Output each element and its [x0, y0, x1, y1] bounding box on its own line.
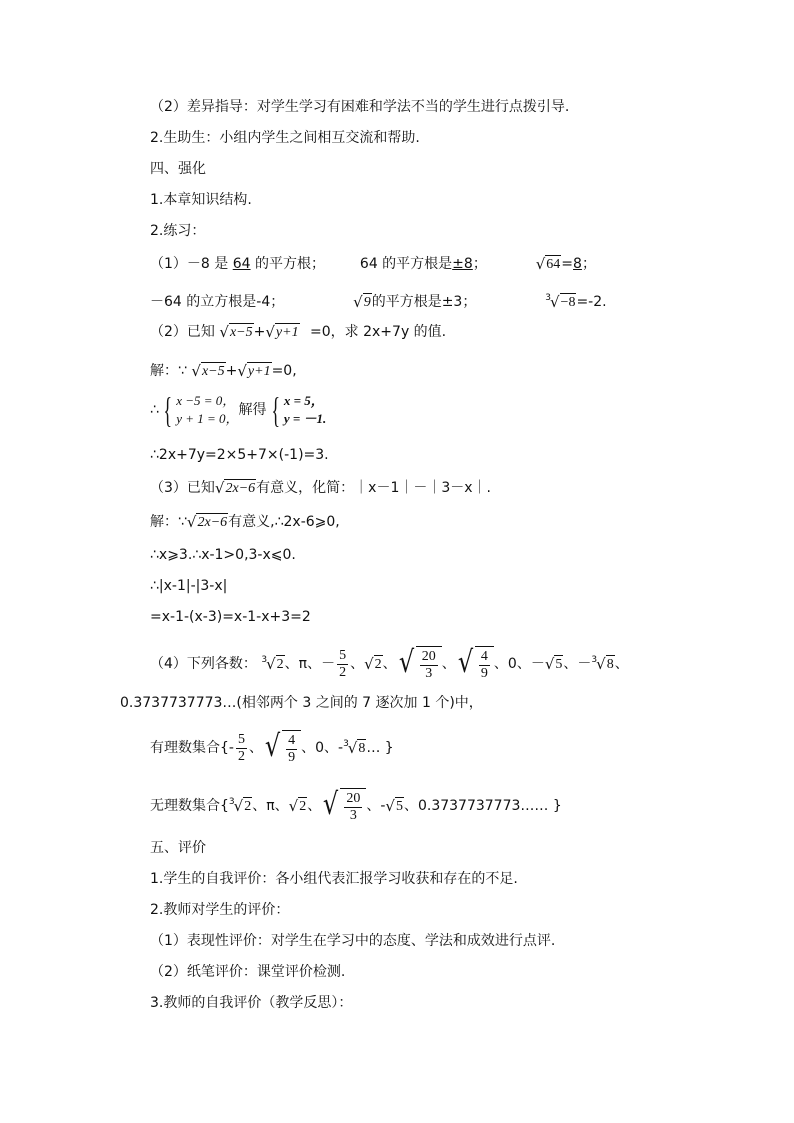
- question-2: （2）已知 √ x−5 + √ y+1 =0，求 2x+7y 的值.: [150, 323, 447, 341]
- sqrt-64: √ 64: [535, 255, 561, 273]
- sqrt-2x-minus-6-b: √ 2x−6: [186, 513, 228, 531]
- fraction-5-over-2-b: $\frac{5}{2}$: [237, 731, 245, 764]
- solution-3-line-3: ∴|x-1|-|3-x|: [150, 578, 228, 594]
- irrational-number-set: 无理数集合{$^3$ √ 2 、π、 √ 2 、 √ $\frac{20}{3}$ 、- √ 5 、0.3737737773…… }: [150, 787, 562, 823]
- paragraph-teacher-evaluation: 2.教师对学生的评价：: [150, 902, 290, 918]
- paragraph-peer-help: 2.生助生：小组内学生之间相互交流和帮助.: [150, 130, 420, 146]
- cbrt-2-b: √ 2: [233, 797, 252, 815]
- sqrt-20-over-3: √ $\frac{20}{3}$: [397, 646, 442, 682]
- sqrt-4-over-9-b: √ $\frac{4}{9}$: [263, 730, 301, 766]
- sqrt-x-minus-5: √ x−5: [219, 323, 253, 341]
- cbrt-neg8: √ −8: [549, 293, 576, 311]
- paragraph-practice-heading: 2.练习：: [150, 223, 206, 239]
- solution-2-line-1: 解：∵ √ x−5 + √ y+1 =0,: [150, 362, 297, 380]
- solution-2-result: ∴2x+7y=2×5+7×(-1)=3.: [150, 447, 329, 463]
- sqrt-5-b: √ 5: [385, 797, 403, 815]
- rational-number-set: 有理数集合{- $\frac{5}{2}$ 、 √ $\frac{4}{9}$ 、0、-$^3$ √ 8 … }: [150, 729, 394, 765]
- sqrt-9: √ 9: [353, 293, 371, 311]
- question-4-decimal-number: 0.3737737773…(相邻两个 3 之间的 7 逐次加 1 个)中，: [120, 695, 483, 711]
- practice-1-line-1: （1）－8 是 64 的平方根； 64 的平方根是±8； √ 64 =8；: [150, 255, 596, 273]
- section-heading-evaluation: 五、评价: [150, 840, 206, 856]
- sqrt-y-plus-1-b: √ y+1: [237, 362, 271, 380]
- solution-3-line-1: 解：∵ √ 2x−6 有意义,∴2x-6⩾0,: [150, 513, 340, 531]
- sqrt-2x-minus-6: √ 2x−6: [214, 479, 256, 497]
- paragraph-teacher-self-evaluation: 3.教师的自我评价（教学反思）：: [150, 995, 353, 1011]
- section-heading-reinforce: 四、强化: [150, 161, 206, 177]
- solution-3-line-4: =x-1-(x-3)=x-1-x+3=2: [150, 609, 311, 625]
- paragraph-differentiated-guidance: （2）差异指导：对学生学习有困难和学法不当的学生进行点拨引导.: [150, 99, 570, 115]
- sqrt-x-minus-5-b: √ x−5: [191, 362, 225, 380]
- paragraph-written-evaluation: （2）纸笔评价：课堂评价检测.: [150, 964, 346, 980]
- cbrt-8: √ 8: [596, 655, 614, 673]
- equation-system-2: x = 5， y = －1.: [283, 393, 327, 426]
- practice-1-line-2: －64 的立方根是-4； √ 9 的平方根是±3； $^3$ √ −8 =-2.: [150, 293, 607, 311]
- sqrt-y-plus-1: √ y+1: [265, 323, 299, 341]
- sqrt-4-over-9: √ $\frac{4}{9}$: [456, 646, 494, 682]
- equation-system-1: x −5 = 0， y + 1 = 0，: [176, 393, 239, 426]
- sqrt-5: √ 5: [544, 655, 563, 673]
- paragraph-student-self-evaluation: 1.学生的自我评价：各小组代表汇报学习收获和存在的不足.: [150, 871, 518, 887]
- sqrt-2: √ 2: [364, 655, 382, 673]
- sqrt-2-b: √ 2: [288, 797, 307, 815]
- sqrt-20-over-3-b: √ $\frac{20}{3}$: [321, 788, 366, 824]
- cbrt-2: √ 2: [266, 655, 284, 673]
- paragraph-performance-evaluation: （1）表现性评价：对学生在学习中的态度、学法和成效进行点评.: [150, 933, 556, 949]
- question-4-number-list: （4）下列各数： $^3$ √ 2 、π、－ $\frac{5}{2}$ 、 √ 2 、 √ $\frac{20}{3}$ 、 √ $\frac{4}{9}$ 、0、－ √ 5 、－$^3$ √ 8 、: [150, 645, 629, 681]
- cbrt-8-b: √ 8: [347, 739, 366, 757]
- paragraph-knowledge-structure: 1.本章知识结构.: [150, 192, 252, 208]
- solution-2-system: ∴ { x −5 = 0， y + 1 = 0， 解得 { x = 5， y = －1.: [150, 390, 327, 430]
- solution-3-line-2: ∴x⩾3.∴x-1>0,3-x⩽0.: [150, 547, 296, 563]
- question-3: （3）已知 √ 2x−6 有意义，化简：｜x－1｜－｜3－x｜.: [150, 479, 491, 497]
- fraction-5-over-2: $\frac{5}{2}$: [339, 647, 347, 680]
